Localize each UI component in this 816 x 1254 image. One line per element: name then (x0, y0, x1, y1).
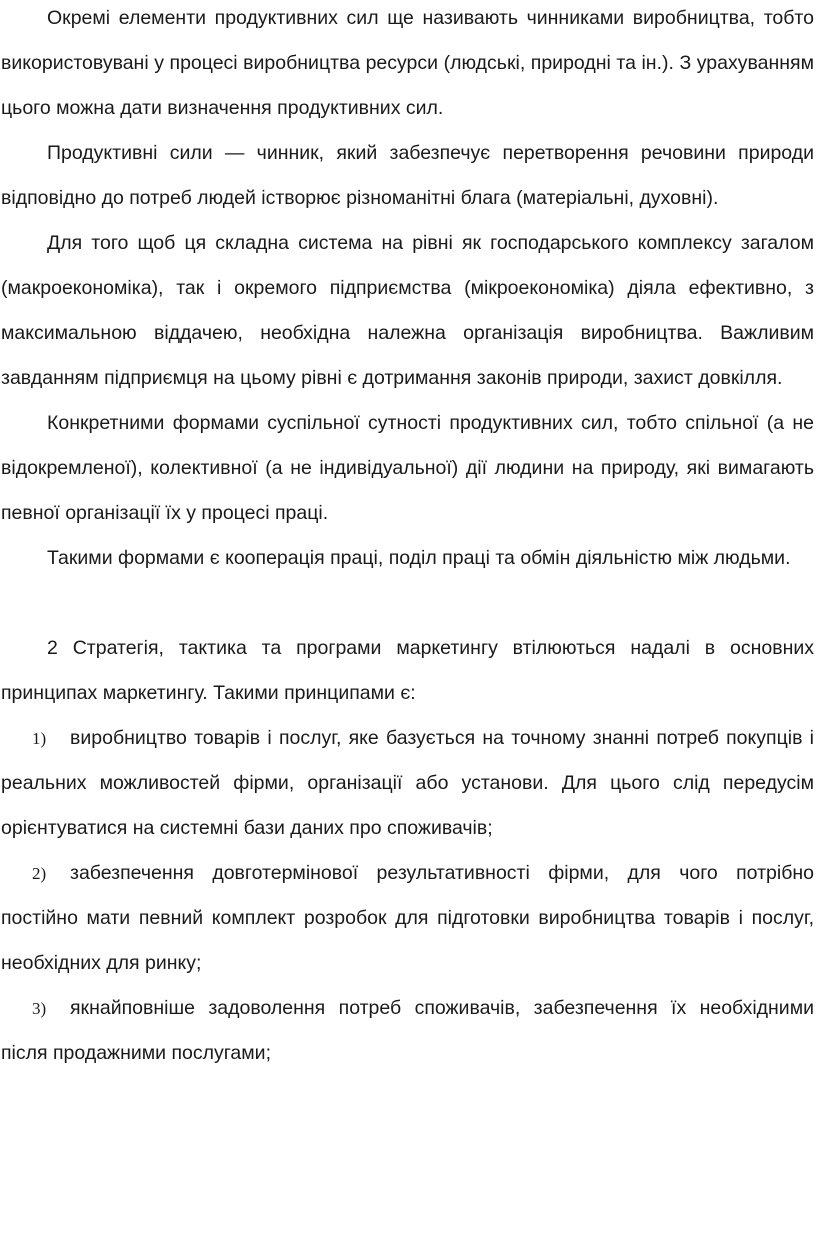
paragraph-social-forms: Конкретними формами суспільної сутності продуктивних сил, тобто спільної (а не відокремленої), колективної (а не індивідуальної) дії людини на природу, які вимагають певної організації їх у процесі праці. (1, 412, 814, 524)
list-item (1, 716, 814, 851)
principles-list (1, 716, 814, 1076)
list-item (1, 986, 814, 1076)
list-item (1, 851, 814, 986)
paragraph-labor-forms: Такими формами є кооперація праці, поділ праці та обмін діяльністю між людьми. (47, 547, 791, 569)
section-spacer (1, 581, 814, 626)
section-2-intro: 2 Стратегія, тактика та програми маркетингу втілюються надалі в основних принципах маркетингу. Такими принципами є: (1, 637, 814, 704)
paragraph-productive-forces-definition: Продуктивні сили — чинник, який забезпечує перетворення речовини природи відповідно до потреб людей істворює різноманітні блага (матеріальні, духовні). (1, 142, 814, 209)
list-item-text: забезпечення довготермінової результативності фірми, для чого потрібно постійно мати певний комплект розробок для підготовки виробництва товарів і послуг, необхідних для ринку; (1, 862, 814, 974)
list-item-text: виробництво товарів і послуг, яке базується на точному знанні потреб покупців і реальних можливостей фірми, організації або установи. Для цього слід передусім орієнтуватися на системні бази даних про споживачів; (1, 727, 814, 839)
list-item-number: 3) (32, 999, 47, 1018)
list-item-number: 1) (32, 729, 47, 748)
paragraph-productive-forces-factors: Окремі елементи продуктивних сил ще називають чинниками виробництва, тобто використовувані у процесі виробництва ресурси (людські, природні та ін.). З урахуванням цього можна дати визначення продуктивних сил. (1, 7, 814, 119)
list-item-number: 2) (32, 864, 47, 883)
paragraph-production-organization: Для того щоб ця складна система на рівні як господарського комплексу загалом (макроекономіка), так і окремого підприємства (мікроекономіка) діяла ефективно, з максимальною віддачею, необхідна належна організація виробництва. Важливим завданням підприємця на цьому рівні є дотримання законів природи, захист довкілля. (1, 232, 814, 389)
list-item-text: якнайповніше задоволення потреб споживачів, забезпечення їх необхідними після продажними послугами; (1, 997, 814, 1064)
